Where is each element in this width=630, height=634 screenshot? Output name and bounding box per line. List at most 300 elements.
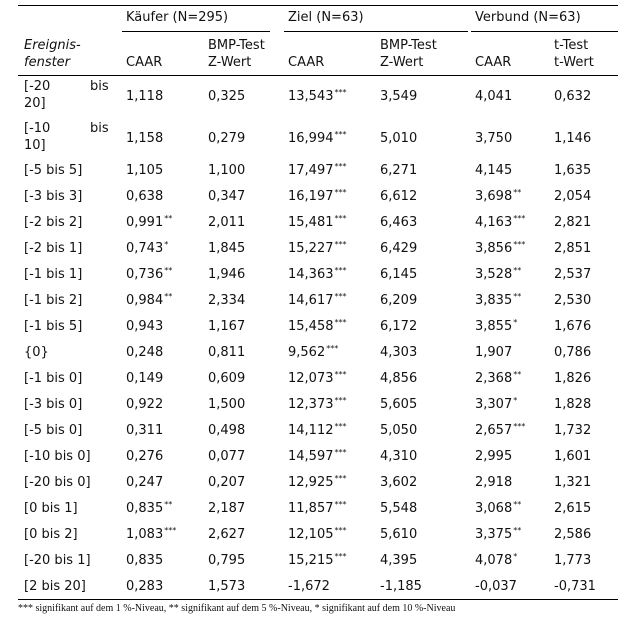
- row-label: [-3 bis 0]: [24, 397, 83, 412]
- table-cell: [475, 527, 521, 543]
- table-cell: [475, 131, 512, 147]
- cell-value: 0,786: [554, 345, 592, 360]
- significance-marker: ***: [334, 161, 347, 171]
- table-cell: [475, 397, 517, 413]
- cell-value: 3,602: [380, 475, 418, 490]
- significance-marker: ***: [334, 395, 347, 405]
- table-cell: [380, 319, 417, 335]
- cell-value: 4,303: [380, 345, 418, 360]
- cell-value: 2,334: [208, 293, 246, 308]
- table-cell: [126, 345, 163, 361]
- cell-value: 15,458: [288, 319, 334, 334]
- row-label: 20]: [24, 96, 46, 111]
- cell-value: 2,657: [475, 423, 513, 438]
- cell-value: 1,500: [208, 397, 246, 412]
- significance-marker: ***: [334, 317, 347, 327]
- table-cell: [554, 397, 591, 413]
- cell-value: 0,149: [126, 371, 164, 386]
- table-cell: [126, 579, 163, 595]
- table-cell: [380, 475, 417, 491]
- cell-value: 2,627: [208, 527, 246, 542]
- row-label: [2 bis 20]: [24, 579, 86, 594]
- group-underline: [471, 31, 618, 32]
- cell-value: 3,835: [475, 293, 513, 308]
- row-label: [-5 bis 0]: [24, 423, 83, 438]
- cell-value: 2,187: [208, 501, 246, 516]
- table-cell: [475, 371, 521, 387]
- significance-marker: ***: [334, 291, 347, 301]
- cell-value: 0,498: [208, 423, 246, 438]
- significance-marker: **: [164, 499, 173, 509]
- table-cell: [475, 89, 512, 105]
- cell-value: 14,597: [288, 449, 334, 464]
- row-label: {0}: [24, 345, 49, 360]
- table-cell: [475, 189, 521, 205]
- column-header: BMP-Test: [380, 38, 437, 53]
- event-window-label: Ereignis-: [24, 38, 81, 53]
- significance-marker: **: [513, 369, 522, 379]
- cell-value: 6,209: [380, 293, 418, 308]
- table-cell: [554, 319, 591, 335]
- significance-marker: **: [513, 525, 522, 535]
- table-cell: [475, 319, 517, 335]
- cell-value: 0,347: [208, 189, 246, 204]
- table-cell: [288, 501, 347, 517]
- cell-value: 6,463: [380, 215, 418, 230]
- table-cell: [380, 89, 417, 105]
- row-label: [-20 bis 1]: [24, 553, 91, 568]
- table-cell: [126, 553, 163, 569]
- table-cell: [208, 579, 245, 595]
- cell-value: 1,146: [554, 131, 592, 146]
- table-cell: [380, 553, 417, 569]
- row-label: [-3 bis 3]: [24, 189, 83, 204]
- table-cell: [288, 553, 347, 569]
- cell-value: 0,922: [126, 397, 164, 412]
- table-cell: [208, 189, 245, 205]
- table-cell: [126, 527, 176, 543]
- cell-value: 0,991: [126, 215, 164, 230]
- table-cell: [475, 475, 512, 491]
- table-cell: [475, 293, 521, 309]
- table-cell: [380, 501, 417, 517]
- significance-marker: ***: [513, 213, 526, 223]
- table-cell: [288, 345, 338, 361]
- table-cell: [288, 527, 347, 543]
- row-label: bis: [90, 121, 109, 136]
- table-cell: [380, 131, 417, 147]
- table-cell: [380, 241, 417, 257]
- cell-value: 1,826: [554, 371, 592, 386]
- table-cell: [554, 267, 591, 283]
- header-bottom-rule: [18, 75, 618, 76]
- cell-value: 3,750: [475, 131, 513, 146]
- significance-marker: **: [164, 291, 173, 301]
- table-cell: [380, 293, 417, 309]
- cell-value: 1,083: [126, 527, 164, 542]
- cell-value: 15,227: [288, 241, 334, 256]
- table-cell: [554, 579, 596, 595]
- significance-marker: **: [164, 213, 173, 223]
- cell-value: 1,828: [554, 397, 592, 412]
- row-label: bis: [90, 79, 109, 94]
- table-cell: [208, 449, 245, 465]
- column-header: CAAR: [475, 55, 512, 70]
- table-cell: [288, 319, 347, 335]
- row-label: [-20: [24, 79, 51, 94]
- cell-value: 11,857: [288, 501, 334, 516]
- cell-value: 1,845: [208, 241, 246, 256]
- table-cell: [208, 397, 245, 413]
- table-cell: [208, 319, 245, 335]
- row-label: [0 bis 2]: [24, 527, 78, 542]
- table-cell: [475, 215, 525, 231]
- cell-value: 14,617: [288, 293, 334, 308]
- cell-value: 3,375: [475, 527, 513, 542]
- cell-value: 1,118: [126, 89, 164, 104]
- significance-marker: ***: [334, 369, 347, 379]
- cell-value: 17,497: [288, 163, 334, 178]
- significance-marker: ***: [334, 129, 347, 139]
- cell-value: 2,537: [554, 267, 592, 282]
- table-cell: [288, 89, 347, 105]
- table-cell: [288, 131, 347, 147]
- cell-value: 14,363: [288, 267, 334, 282]
- cell-value: 1,573: [208, 579, 246, 594]
- cell-value: 4,856: [380, 371, 418, 386]
- cell-value: 0,077: [208, 449, 246, 464]
- significance-marker: ***: [334, 551, 347, 561]
- table-cell: [554, 89, 591, 105]
- table-cell: [288, 267, 347, 283]
- cell-value: 9,562: [288, 345, 326, 360]
- table-cell: [554, 293, 591, 309]
- table-cell: [208, 89, 245, 105]
- table-cell: [380, 163, 417, 179]
- row-label: [-1 bis 0]: [24, 371, 83, 386]
- group-header: Ziel (N=63): [288, 10, 364, 25]
- table-cell: [554, 345, 591, 361]
- table-cell: [288, 371, 347, 387]
- cell-value: 12,073: [288, 371, 334, 386]
- table-cell: [126, 215, 172, 231]
- table-cell: [554, 189, 591, 205]
- cell-value: 0,632: [554, 89, 592, 104]
- table-cell: [126, 449, 163, 465]
- cell-value: 2,615: [554, 501, 592, 516]
- cell-value: 1,676: [554, 319, 592, 334]
- cell-value: 5,610: [380, 527, 418, 542]
- table-cell: [208, 501, 245, 517]
- cell-value: 5,548: [380, 501, 418, 516]
- column-header: BMP-Test: [208, 38, 265, 53]
- table-cell: [475, 345, 512, 361]
- table-cell: [208, 131, 245, 147]
- table-cell: [288, 293, 347, 309]
- cell-value: 15,215: [288, 553, 334, 568]
- significance-marker: *: [164, 239, 169, 249]
- cell-value: 4,310: [380, 449, 418, 464]
- table-cell: [126, 423, 163, 439]
- footnote: *** signifikant auf dem 1 %-Niveau, ** signifikant auf dem 5 %-Niveau, * signifikant auf dem 10 %-Niveau: [18, 603, 456, 614]
- column-header: Z-Wert: [380, 55, 424, 70]
- group-header: Käufer (N=295): [126, 10, 229, 25]
- table-cell: [475, 163, 512, 179]
- event-window-label: fenster: [24, 55, 71, 70]
- table-cell: [208, 267, 245, 283]
- cell-value: 0,325: [208, 89, 246, 104]
- table-cell: [475, 267, 521, 283]
- row-label: [-10 bis 0]: [24, 449, 91, 464]
- significance-marker: ***: [513, 421, 526, 431]
- table-cell: [554, 371, 591, 387]
- significance-marker: ***: [334, 87, 347, 97]
- significance-marker: ***: [334, 421, 347, 431]
- table-cell: [475, 423, 525, 439]
- significance-marker: ***: [334, 473, 347, 483]
- table-cell: [475, 449, 512, 465]
- cell-value: 6,145: [380, 267, 418, 282]
- cell-value: 6,612: [380, 189, 418, 204]
- group-header: Verbund (N=63): [475, 10, 581, 25]
- table-cell: [208, 475, 245, 491]
- table-cell: [475, 579, 517, 595]
- cell-value: 1,773: [554, 553, 592, 568]
- table-cell: [288, 449, 347, 465]
- significance-marker: **: [164, 265, 173, 275]
- cell-value: 6,172: [380, 319, 418, 334]
- row-label: [-1 bis 1]: [24, 267, 83, 282]
- cell-value: 2,586: [554, 527, 592, 542]
- row-label: [0 bis 1]: [24, 501, 78, 516]
- cell-value: 0,743: [126, 241, 164, 256]
- cell-value: 5,050: [380, 423, 418, 438]
- cell-value: -0,037: [475, 579, 517, 594]
- cell-value: 0,943: [126, 319, 164, 334]
- table-cell: [554, 475, 591, 491]
- table-cell: [380, 423, 417, 439]
- table-cell: [554, 241, 591, 257]
- significance-marker: ***: [334, 499, 347, 509]
- table-cell: [475, 553, 517, 569]
- cell-value: 0,984: [126, 293, 164, 308]
- table-cell: [126, 501, 172, 517]
- table-cell: [288, 579, 330, 595]
- significance-marker: *: [513, 317, 518, 327]
- table-cell: [126, 475, 163, 491]
- table-cell: [208, 241, 245, 257]
- row-label: [-2 bis 1]: [24, 241, 83, 256]
- table-cell: [288, 189, 347, 205]
- cell-value: 1,100: [208, 163, 246, 178]
- cell-value: 0,795: [208, 553, 246, 568]
- cell-value: 3,307: [475, 397, 513, 412]
- table-cell: [554, 553, 591, 569]
- table-cell: [288, 423, 347, 439]
- cell-value: 1,601: [554, 449, 592, 464]
- cell-value: 14,112: [288, 423, 334, 438]
- significance-marker: **: [513, 187, 522, 197]
- cell-value: 16,197: [288, 189, 334, 204]
- table-cell: [554, 527, 591, 543]
- significance-marker: **: [513, 291, 522, 301]
- row-label: [-5 bis 5]: [24, 163, 83, 178]
- table-cell: [288, 241, 347, 257]
- group-underline: [122, 31, 270, 32]
- cell-value: 0,248: [126, 345, 164, 360]
- significance-marker: **: [513, 499, 522, 509]
- table-cell: [126, 189, 163, 205]
- table-cell: [288, 163, 347, 179]
- table-cell: [208, 423, 245, 439]
- significance-marker: **: [513, 265, 522, 275]
- table-cell: [208, 371, 245, 387]
- cell-value: 1,105: [126, 163, 164, 178]
- significance-marker: ***: [326, 343, 339, 353]
- table-cell: [554, 215, 591, 231]
- cell-value: 0,736: [126, 267, 164, 282]
- significance-marker: *: [513, 551, 518, 561]
- table-top-rule: [18, 5, 618, 6]
- cell-value: 13,543: [288, 89, 334, 104]
- column-header: CAAR: [126, 55, 163, 70]
- cell-value: 1,946: [208, 267, 246, 282]
- cell-value: 1,158: [126, 131, 164, 146]
- cell-value: -1,672: [288, 579, 330, 594]
- cell-value: -1,185: [380, 579, 422, 594]
- cell-value: 0,811: [208, 345, 246, 360]
- cell-value: 2,011: [208, 215, 246, 230]
- row-label: [-2 bis 2]: [24, 215, 83, 230]
- table-cell: [126, 89, 163, 105]
- significance-marker: *: [513, 395, 518, 405]
- significance-marker: ***: [334, 213, 347, 223]
- table-cell: [208, 527, 245, 543]
- row-label: [-10: [24, 121, 51, 136]
- table-cell: [208, 553, 245, 569]
- table-cell: [380, 371, 417, 387]
- cell-value: 1,732: [554, 423, 592, 438]
- cell-value: 2,995: [475, 449, 513, 464]
- table-cell: [126, 397, 163, 413]
- significance-marker: ***: [334, 525, 347, 535]
- cell-value: 0,283: [126, 579, 164, 594]
- cell-value: 4,163: [475, 215, 513, 230]
- cell-value: 0,609: [208, 371, 246, 386]
- table-cell: [208, 345, 245, 361]
- table-cell: [208, 163, 245, 179]
- cell-value: 3,855: [475, 319, 513, 334]
- cell-value: 4,395: [380, 553, 418, 568]
- cell-value: 15,481: [288, 215, 334, 230]
- table-cell: [554, 131, 591, 147]
- table-cell: [380, 215, 417, 231]
- table-cell: [288, 215, 347, 231]
- table-bottom-rule: [18, 599, 618, 600]
- cell-value: 0,279: [208, 131, 246, 146]
- cell-value: 0,207: [208, 475, 246, 490]
- cell-value: 2,368: [475, 371, 513, 386]
- table-cell: [554, 449, 591, 465]
- significance-marker: ***: [334, 265, 347, 275]
- cell-value: 0,638: [126, 189, 164, 204]
- column-header: Z-Wert: [208, 55, 252, 70]
- cell-value: 0,276: [126, 449, 164, 464]
- cell-value: 12,925: [288, 475, 334, 490]
- table-cell: [288, 475, 347, 491]
- column-header: t-Wert: [554, 55, 594, 70]
- cell-value: 3,856: [475, 241, 513, 256]
- cell-value: 2,054: [554, 189, 592, 204]
- table-cell: [475, 241, 525, 257]
- significance-marker: ***: [334, 447, 347, 457]
- table-cell: [380, 449, 417, 465]
- cell-value: 0,311: [126, 423, 164, 438]
- cell-value: 3,698: [475, 189, 513, 204]
- table-cell: [554, 501, 591, 517]
- row-label: [-1 bis 5]: [24, 319, 83, 334]
- table-cell: [380, 345, 417, 361]
- table-cell: [126, 163, 163, 179]
- cell-value: 4,041: [475, 89, 513, 104]
- cell-value: 1,321: [554, 475, 592, 490]
- cell-value: 6,271: [380, 163, 418, 178]
- significance-marker: ***: [334, 239, 347, 249]
- row-label: [-1 bis 2]: [24, 293, 83, 308]
- cell-value: 3,528: [475, 267, 513, 282]
- cell-value: -0,731: [554, 579, 596, 594]
- table-cell: [126, 293, 172, 309]
- cell-value: 1,635: [554, 163, 592, 178]
- table-cell: [288, 397, 347, 413]
- cell-value: 3,068: [475, 501, 513, 516]
- table-cell: [380, 397, 417, 413]
- table-cell: [126, 131, 163, 147]
- table-cell: [208, 293, 245, 309]
- table-cell: [380, 267, 417, 283]
- cell-value: 5,605: [380, 397, 418, 412]
- row-label: [-20 bis 0]: [24, 475, 91, 490]
- cell-value: 3,549: [380, 89, 418, 104]
- significance-marker: ***: [513, 239, 526, 249]
- significance-marker: ***: [164, 525, 177, 535]
- group-underline: [284, 31, 468, 32]
- cell-value: 0,835: [126, 553, 164, 568]
- table-cell: [126, 319, 163, 335]
- cell-value: 16,994: [288, 131, 334, 146]
- table-cell: [380, 579, 422, 595]
- cell-value: 2,851: [554, 241, 592, 256]
- cell-value: 1,167: [208, 319, 246, 334]
- cell-value: 2,821: [554, 215, 592, 230]
- cell-value: 1,907: [475, 345, 513, 360]
- cell-value: 6,429: [380, 241, 418, 256]
- cell-value: 12,373: [288, 397, 334, 412]
- table-cell: [126, 267, 172, 283]
- table-cell: [475, 501, 521, 517]
- significance-marker: ***: [334, 187, 347, 197]
- table-cell: [126, 241, 168, 257]
- column-header: t-Test: [554, 38, 589, 53]
- table-cell: [380, 527, 417, 543]
- cell-value: 0,835: [126, 501, 164, 516]
- row-label: 10]: [24, 138, 46, 153]
- cell-value: 4,145: [475, 163, 513, 178]
- table-cell: [554, 163, 591, 179]
- table-cell: [554, 423, 591, 439]
- column-header: CAAR: [288, 55, 325, 70]
- cell-value: 2,530: [554, 293, 592, 308]
